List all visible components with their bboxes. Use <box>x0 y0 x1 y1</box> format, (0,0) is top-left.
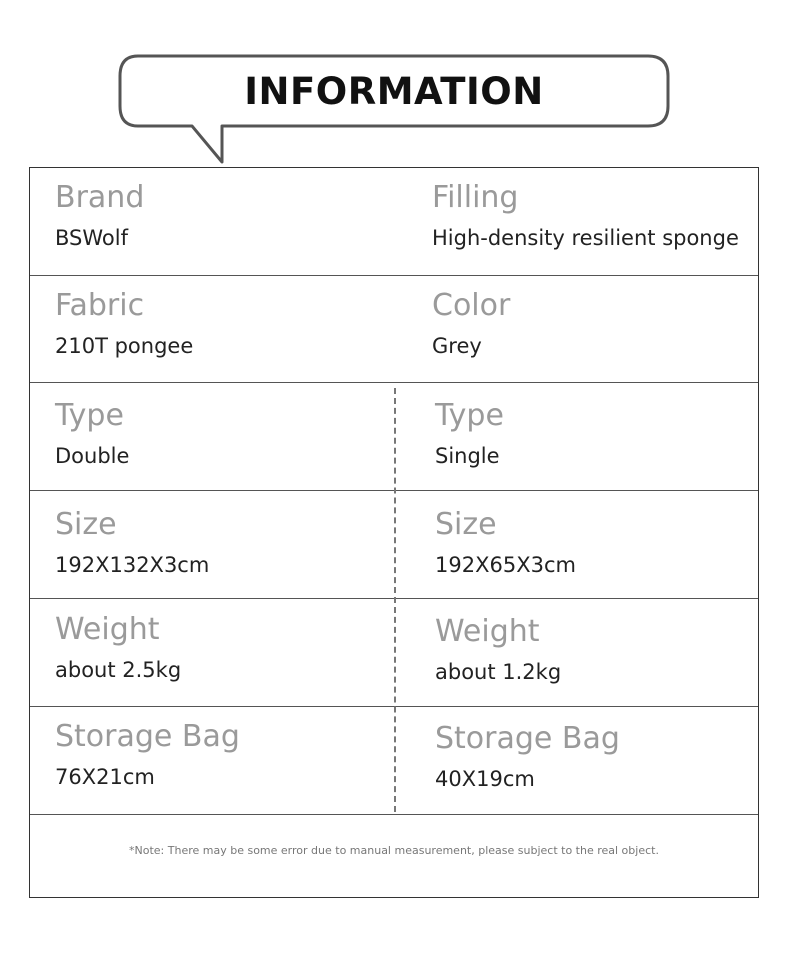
storage-bag-value: 40X19cm <box>435 767 535 791</box>
color-value: Grey <box>432 334 482 358</box>
measurement-note: *Note: There may be some error due to manual measurement, please subject to the real object. <box>129 844 659 857</box>
row-divider <box>30 382 758 383</box>
weight-label: Weight <box>435 614 540 649</box>
color-label: Color <box>432 288 511 323</box>
filling-label: Filling <box>432 180 519 215</box>
fabric-cell <box>55 288 193 360</box>
weight-double-cell <box>55 612 181 684</box>
color-cell <box>432 288 510 360</box>
storage-bag-label: Storage Bag <box>55 719 240 754</box>
type-label: Type <box>435 398 504 433</box>
filling-value: High-density resilient sponge <box>432 226 739 250</box>
storage-bag-single-cell <box>435 721 620 793</box>
column-divider <box>394 388 396 812</box>
size-single-cell <box>435 507 576 579</box>
type-label: Type <box>55 398 124 433</box>
type-double-cell <box>55 398 129 470</box>
type-value: Single <box>435 444 500 468</box>
row-divider <box>30 814 758 815</box>
size-value: 192X65X3cm <box>435 553 576 577</box>
fabric-value: 210T pongee <box>55 334 194 358</box>
size-label: Size <box>55 507 117 542</box>
filling-cell <box>432 180 739 252</box>
size-double-cell <box>55 507 209 579</box>
storage-bag-label: Storage Bag <box>435 721 620 756</box>
info-table <box>29 167 759 898</box>
weight-value: about 1.2kg <box>435 660 562 684</box>
type-value: Double <box>55 444 130 468</box>
row-divider <box>30 275 758 276</box>
storage-bag-value: 76X21cm <box>55 765 155 789</box>
weight-single-cell <box>435 614 561 686</box>
brand-cell <box>55 180 144 252</box>
weight-label: Weight <box>55 612 160 647</box>
type-single-cell <box>435 398 504 470</box>
storage-bag-double-cell <box>55 719 240 791</box>
weight-value: about 2.5kg <box>55 658 182 682</box>
size-value: 192X132X3cm <box>55 553 210 577</box>
brand-value: BSWolf <box>55 226 128 250</box>
fabric-label: Fabric <box>55 288 145 323</box>
brand-label: Brand <box>55 180 145 215</box>
page-title: INFORMATION <box>244 69 544 113</box>
size-label: Size <box>435 507 497 542</box>
